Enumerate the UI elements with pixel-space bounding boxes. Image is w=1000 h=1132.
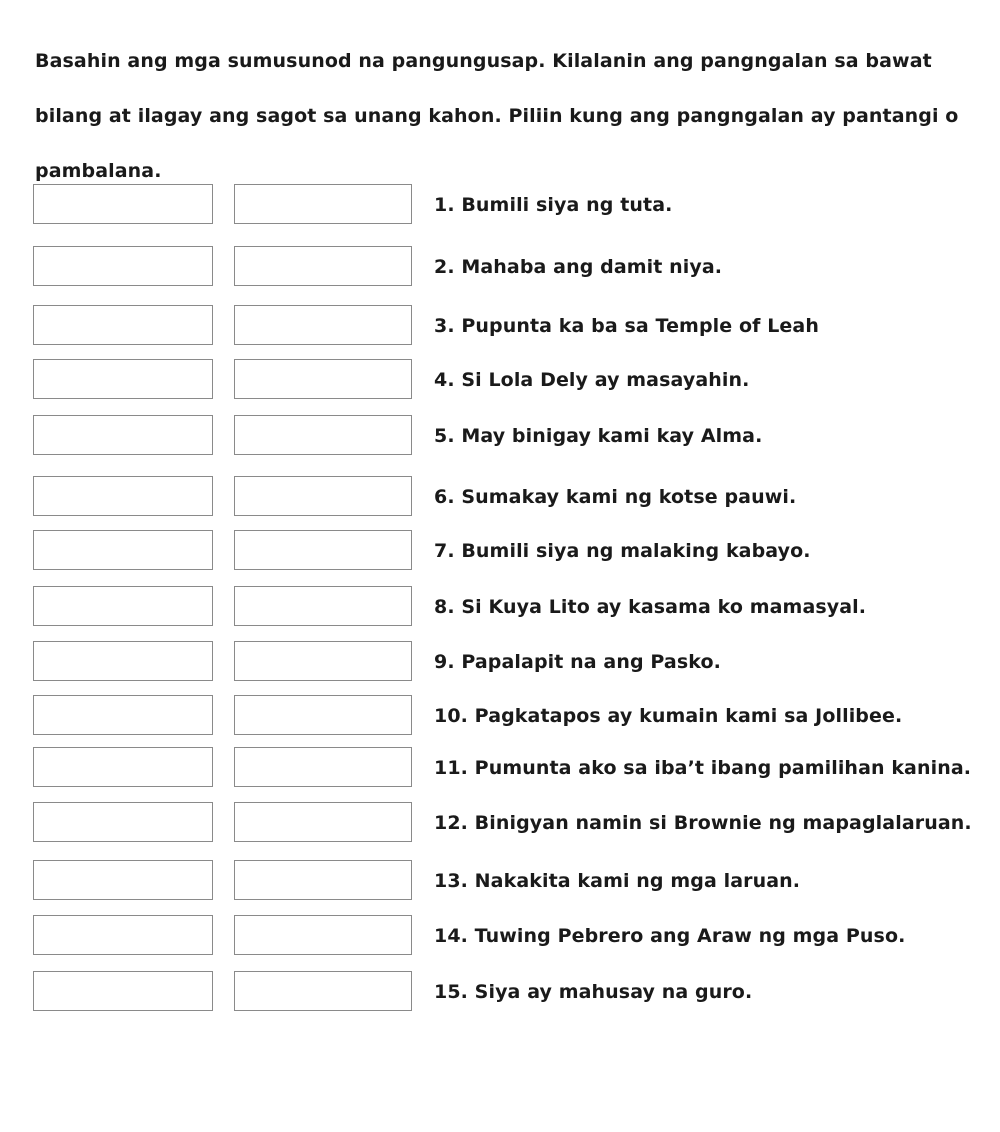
noun-answer-box[interactable] bbox=[33, 246, 213, 286]
question-row bbox=[0, 415, 1000, 459]
question-sentence: 9. Papalapit na ang Pasko. bbox=[434, 651, 721, 673]
question-row bbox=[0, 641, 1000, 685]
question-row bbox=[0, 359, 1000, 403]
noun-type-answer-box[interactable] bbox=[234, 305, 412, 345]
question-row bbox=[0, 747, 1000, 791]
noun-type-answer-box[interactable] bbox=[234, 530, 412, 570]
noun-answer-box[interactable] bbox=[33, 586, 213, 626]
question-sentence: 13. Nakakita kami ng mga laruan. bbox=[434, 870, 801, 892]
question-row bbox=[0, 586, 1000, 630]
noun-type-answer-box[interactable] bbox=[234, 246, 412, 286]
noun-type-answer-box[interactable] bbox=[234, 476, 412, 516]
noun-type-answer-box[interactable] bbox=[234, 359, 412, 399]
noun-type-answer-box[interactable] bbox=[234, 860, 412, 900]
question-sentence: 5. May binigay kami kay Alma. bbox=[434, 425, 763, 447]
noun-answer-box[interactable] bbox=[33, 641, 213, 681]
question-sentence: 4. Si Lola Dely ay masayahin. bbox=[434, 369, 750, 391]
question-sentence: 15. Siya ay mahusay na guro. bbox=[434, 981, 753, 1003]
question-row bbox=[0, 246, 1000, 290]
noun-answer-box[interactable] bbox=[33, 415, 213, 455]
question-sentence: 2. Mahaba ang damit niya. bbox=[434, 256, 723, 278]
instructions-text: Basahin ang mga sumusunod na pangungusap. Kilalanin ang pangngalan sa bawat bilang at ilagay ang sagot sa unang kahon. Piliin kung ang pangngalan ay pantangi o pambalana. bbox=[35, 50, 959, 182]
noun-answer-box[interactable] bbox=[33, 359, 213, 399]
question-sentence: 11. Pumunta ako sa iba’t ibang pamilihan kanina. bbox=[434, 757, 972, 779]
question-row bbox=[0, 476, 1000, 520]
question-sentence: 8. Si Kuya Lito ay kasama ko mamasyal. bbox=[434, 596, 867, 618]
question-row bbox=[0, 971, 1000, 1015]
noun-answer-box[interactable] bbox=[33, 915, 213, 955]
noun-answer-box[interactable] bbox=[33, 802, 213, 842]
noun-type-answer-box[interactable] bbox=[234, 641, 412, 681]
noun-type-answer-box[interactable] bbox=[234, 747, 412, 787]
noun-type-answer-box[interactable] bbox=[234, 971, 412, 1011]
noun-type-answer-box[interactable] bbox=[234, 415, 412, 455]
noun-answer-box[interactable] bbox=[33, 305, 213, 345]
noun-answer-box[interactable] bbox=[33, 971, 213, 1011]
question-sentence: 10. Pagkatapos ay kumain kami sa Jollibee. bbox=[434, 705, 903, 727]
noun-answer-box[interactable] bbox=[33, 184, 213, 224]
question-row bbox=[0, 305, 1000, 349]
question-row bbox=[0, 530, 1000, 574]
noun-type-answer-box[interactable] bbox=[234, 184, 412, 224]
noun-answer-box[interactable] bbox=[33, 476, 213, 516]
noun-answer-box[interactable] bbox=[33, 695, 213, 735]
noun-type-answer-box[interactable] bbox=[234, 586, 412, 626]
noun-answer-box[interactable] bbox=[33, 860, 213, 900]
question-sentence: 6. Sumakay kami ng kotse pauwi. bbox=[434, 486, 797, 508]
question-row bbox=[0, 860, 1000, 904]
question-sentence: 3. Pupunta ka ba sa Temple of Leah bbox=[434, 315, 819, 337]
question-row bbox=[0, 915, 1000, 959]
question-row bbox=[0, 184, 1000, 228]
question-row bbox=[0, 695, 1000, 739]
question-sentence: 12. Binigyan namin si Brownie ng mapaglalaruan. bbox=[434, 812, 972, 834]
question-sentence: 1. Bumili siya ng tuta. bbox=[434, 194, 673, 216]
noun-answer-box[interactable] bbox=[33, 747, 213, 787]
noun-type-answer-box[interactable] bbox=[234, 695, 412, 735]
noun-type-answer-box[interactable] bbox=[234, 802, 412, 842]
question-sentence: 14. Tuwing Pebrero ang Araw ng mga Puso. bbox=[434, 925, 906, 947]
question-row bbox=[0, 802, 1000, 846]
noun-type-answer-box[interactable] bbox=[234, 915, 412, 955]
noun-answer-box[interactable] bbox=[33, 530, 213, 570]
question-sentence: 7. Bumili siya ng malaking kabayo. bbox=[434, 540, 811, 562]
